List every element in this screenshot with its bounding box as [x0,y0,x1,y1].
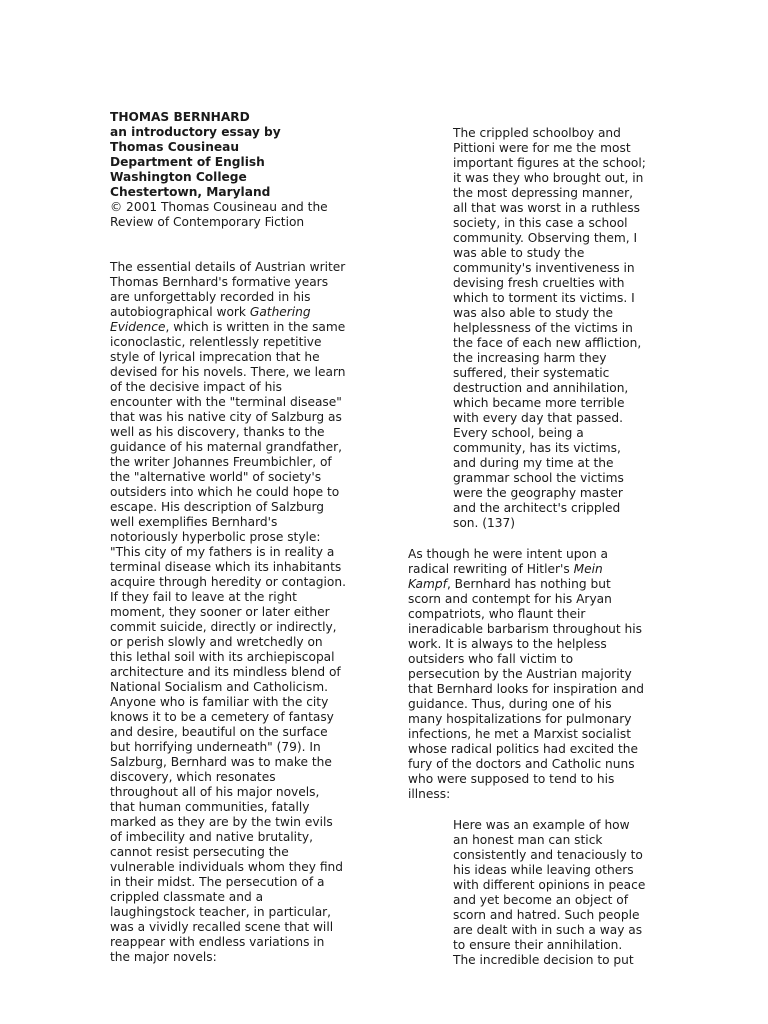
quote-line: Pittioni were for me the most [453,141,631,155]
quote-line: helplessness of the victims in [453,321,633,335]
paragraph-line: notoriously hyperbolic prose style: [110,530,321,544]
book-title-italic: Mein [573,562,603,576]
quote-line: with every day that passed. [453,411,623,425]
quote-line: which became more terrible [453,396,625,410]
quote-line: destruction and annihilation, [453,381,629,395]
quote-line: grammar school the victims [453,471,624,485]
paragraph-line: many hospitalizations for pulmonary [408,712,632,726]
paragraph-line: encounter with the "terminal disease" [110,395,342,409]
paragraph-line [408,562,673,577]
paragraph-line: are unforgettably recorded in his [110,290,311,304]
quote-line: and the architect's crippled [453,501,621,515]
paragraph-line: cannot resist persecuting the [110,845,289,859]
paragraph-line: architecture and its mindless blend of [110,665,341,679]
paragraph-line: style of lyrical imprecation that he [110,350,320,364]
department-name: Department of English [110,155,265,169]
paragraph-line: who were supposed to tend to his [408,772,615,786]
paragraph-line: Salzburg, Bernhard was to make the [110,755,332,769]
paragraph-line: vulnerable individuals whom they find [110,860,344,874]
paragraph-line: but horrifying underneath" (79). In [110,740,321,754]
quote-line: consistently and tenaciously to [453,848,643,862]
quote-line: which to torment its victims. I [453,291,635,305]
quote-line: the increasing harm they [453,351,607,365]
paragraph-line: National Socialism and Catholicism. [110,680,328,694]
paragraph-line: of imbecility and native brutality, [110,830,313,844]
paragraph-line: devised for his novels. There, we learn [110,365,346,379]
paragraph-line: As though he were intent upon a [408,547,609,561]
paragraph-line: fury of the doctors and Catholic nuns [408,757,635,771]
right-column [408,126,673,968]
quote-line: The crippled schoolboy and [453,126,621,140]
book-title-italic: Evidence [110,320,166,334]
paragraph-line: outsiders who fall victim to [408,652,574,666]
paragraph-line: this lethal soil with its archiepiscopal [110,650,335,664]
quote-line: son. (137) [453,516,516,530]
paragraph-line: Thomas Bernhard's formative years [110,275,329,289]
paragraph-line: the "alternative world" of society's [110,470,322,484]
quote-line: was also able to study the [453,306,613,320]
quote-line: Here was an example of how [453,818,630,832]
paragraph-line: laughingstock teacher, in particular, [110,905,332,919]
quote-line: are dealt with in such a way as [453,923,643,937]
paragraph-line: discovery, which resonates [110,770,276,784]
author-name: Thomas Cousineau [110,140,240,154]
paragraph-line: work. It is always to the helpless [408,637,607,651]
paragraph-line: knows it to be a cemetery of fantasy [110,710,334,724]
quote-line: to ensure their annihilation. [453,938,623,952]
book-title-italic: Gathering [249,305,311,319]
essay-title: THOMAS BERNHARD [110,110,250,124]
paragraph-line [110,320,365,335]
quote-line: Every school, being a [453,426,584,440]
quote-line: community, has its victims, [453,441,621,455]
paragraph-line: commit suicide, directly or indirectly, [110,620,337,634]
quote-line: community. Observing them, I [453,231,638,245]
location-name: Chestertown, Maryland [110,185,271,199]
paragraph-line: well exemplifies Bernhard's [110,515,278,529]
paragraph-line: persecution by the Austrian majority [408,667,632,681]
quote-line: The incredible decision to put [453,953,634,967]
quote-line: society, in this case a school [453,216,628,230]
paragraph-line: infections, he met a Marxist socialist [408,727,632,741]
paragraph-line: that Bernhard looks for inspiration and [408,682,645,696]
copyright-line: Review of Contemporary Fiction [110,215,305,229]
college-name: Washington College [110,170,247,184]
paragraph-line: illness: [408,787,451,801]
paragraph-line: whose radical politics had excited the [408,742,639,756]
line-text: autobiographical work [110,305,250,319]
block-quote-second [453,818,673,968]
spacer [408,802,673,818]
paragraph-line: guidance. Thus, during one of his [408,697,612,711]
quote-line: suffered, their systematic [453,366,610,380]
quote-line: the most depressing manner, [453,186,634,200]
quote-line: the face of each new affliction, [453,336,642,350]
essay-subtitle: an introductory essay by [110,125,281,139]
quote-line: an honest man can stick [453,833,603,847]
quote-line: and yet become an object of [453,893,629,907]
quote-line: it was they who brought out, in [453,171,644,185]
quote-line: were the geography master [453,486,623,500]
line-text: radical rewriting of Hitler's [408,562,574,576]
spacer [408,531,673,547]
quote-line: his ideas while leaving others [453,863,634,877]
paragraph-line: in their midst. The persecution of a [110,875,325,889]
paragraph-line: "This city of my fathers is in reality a [110,545,335,559]
quote-line: all that was worst in a ruthless [453,201,640,215]
quote-line: devising fresh cruelties with [453,276,625,290]
paragraph-line: terminal disease which its inhabitants [110,560,342,574]
block-quote-first [453,126,673,531]
paragraph-line: well as his discovery, thanks to the [110,425,325,439]
essay-header [110,110,365,230]
quote-line: community's inventiveness in [453,261,635,275]
paragraph-line: crippled classmate and a [110,890,264,904]
quote-line: scorn and hatred. Such people [453,908,640,922]
copyright-line: © 2001 Thomas Cousineau and the [110,200,328,214]
paragraph-line: that was his native city of Salzburg as [110,410,342,424]
paragraph-line: was a vividly recalled scene that will [110,920,334,934]
paragraph-line: scorn and contempt for his Aryan [408,592,612,606]
paragraph-line: Anyone who is familiar with the city [110,695,329,709]
paragraph-line: acquire through heredity or contagion. [110,575,346,589]
paragraph-line: moment, they sooner or later either [110,605,330,619]
paragraph-line: If they fail to leave at the right [110,590,297,604]
paragraph-line [408,577,673,592]
paragraph-line: reappear with endless variations in [110,935,325,949]
paragraph-line: the major novels: [110,950,217,964]
quote-line: important figures at the school; [453,156,646,170]
paragraph-line: of the decisive impact of his [110,380,283,394]
paragraph-line: the writer Johannes Freumbichler, of [110,455,332,469]
paragraph-line: or perish slowly and wretchedly on [110,635,323,649]
book-title-italic: Kampf [408,577,447,591]
paragraph-line [110,305,365,320]
paragraph-line: iconoclastic, relentlessly repetitive [110,335,322,349]
paragraph-line: and desire, beautiful on the surface [110,725,328,739]
paragraph-line: compatriots, who flaunt their [408,607,586,621]
line-text: , which is written in the same [165,320,346,334]
line-text: , Bernhard has nothing but [446,577,611,591]
quote-line: and during my time at the [453,456,614,470]
quote-line: was able to study the [453,246,585,260]
paragraph-line: The essential details of Austrian writer [110,260,346,274]
paragraph-line: throughout all of his major novels, [110,785,320,799]
paragraph-line: outsiders into which he could hope to [110,485,340,499]
paragraph-line: guidance of his maternal grandfather, [110,440,342,454]
paragraph-line: that human communities, fatally [110,800,310,814]
left-column [110,110,365,965]
spacer [110,230,365,260]
quote-line: with different opinions in peace [453,878,646,892]
intro-paragraph [110,260,365,965]
mein-kampf-paragraph [408,547,673,802]
paragraph-line: marked as they are by the twin evils [110,815,333,829]
paragraph-line: escape. His description of Salzburg [110,500,325,514]
paragraph-line: ineradicable barbarism throughout his [408,622,642,636]
